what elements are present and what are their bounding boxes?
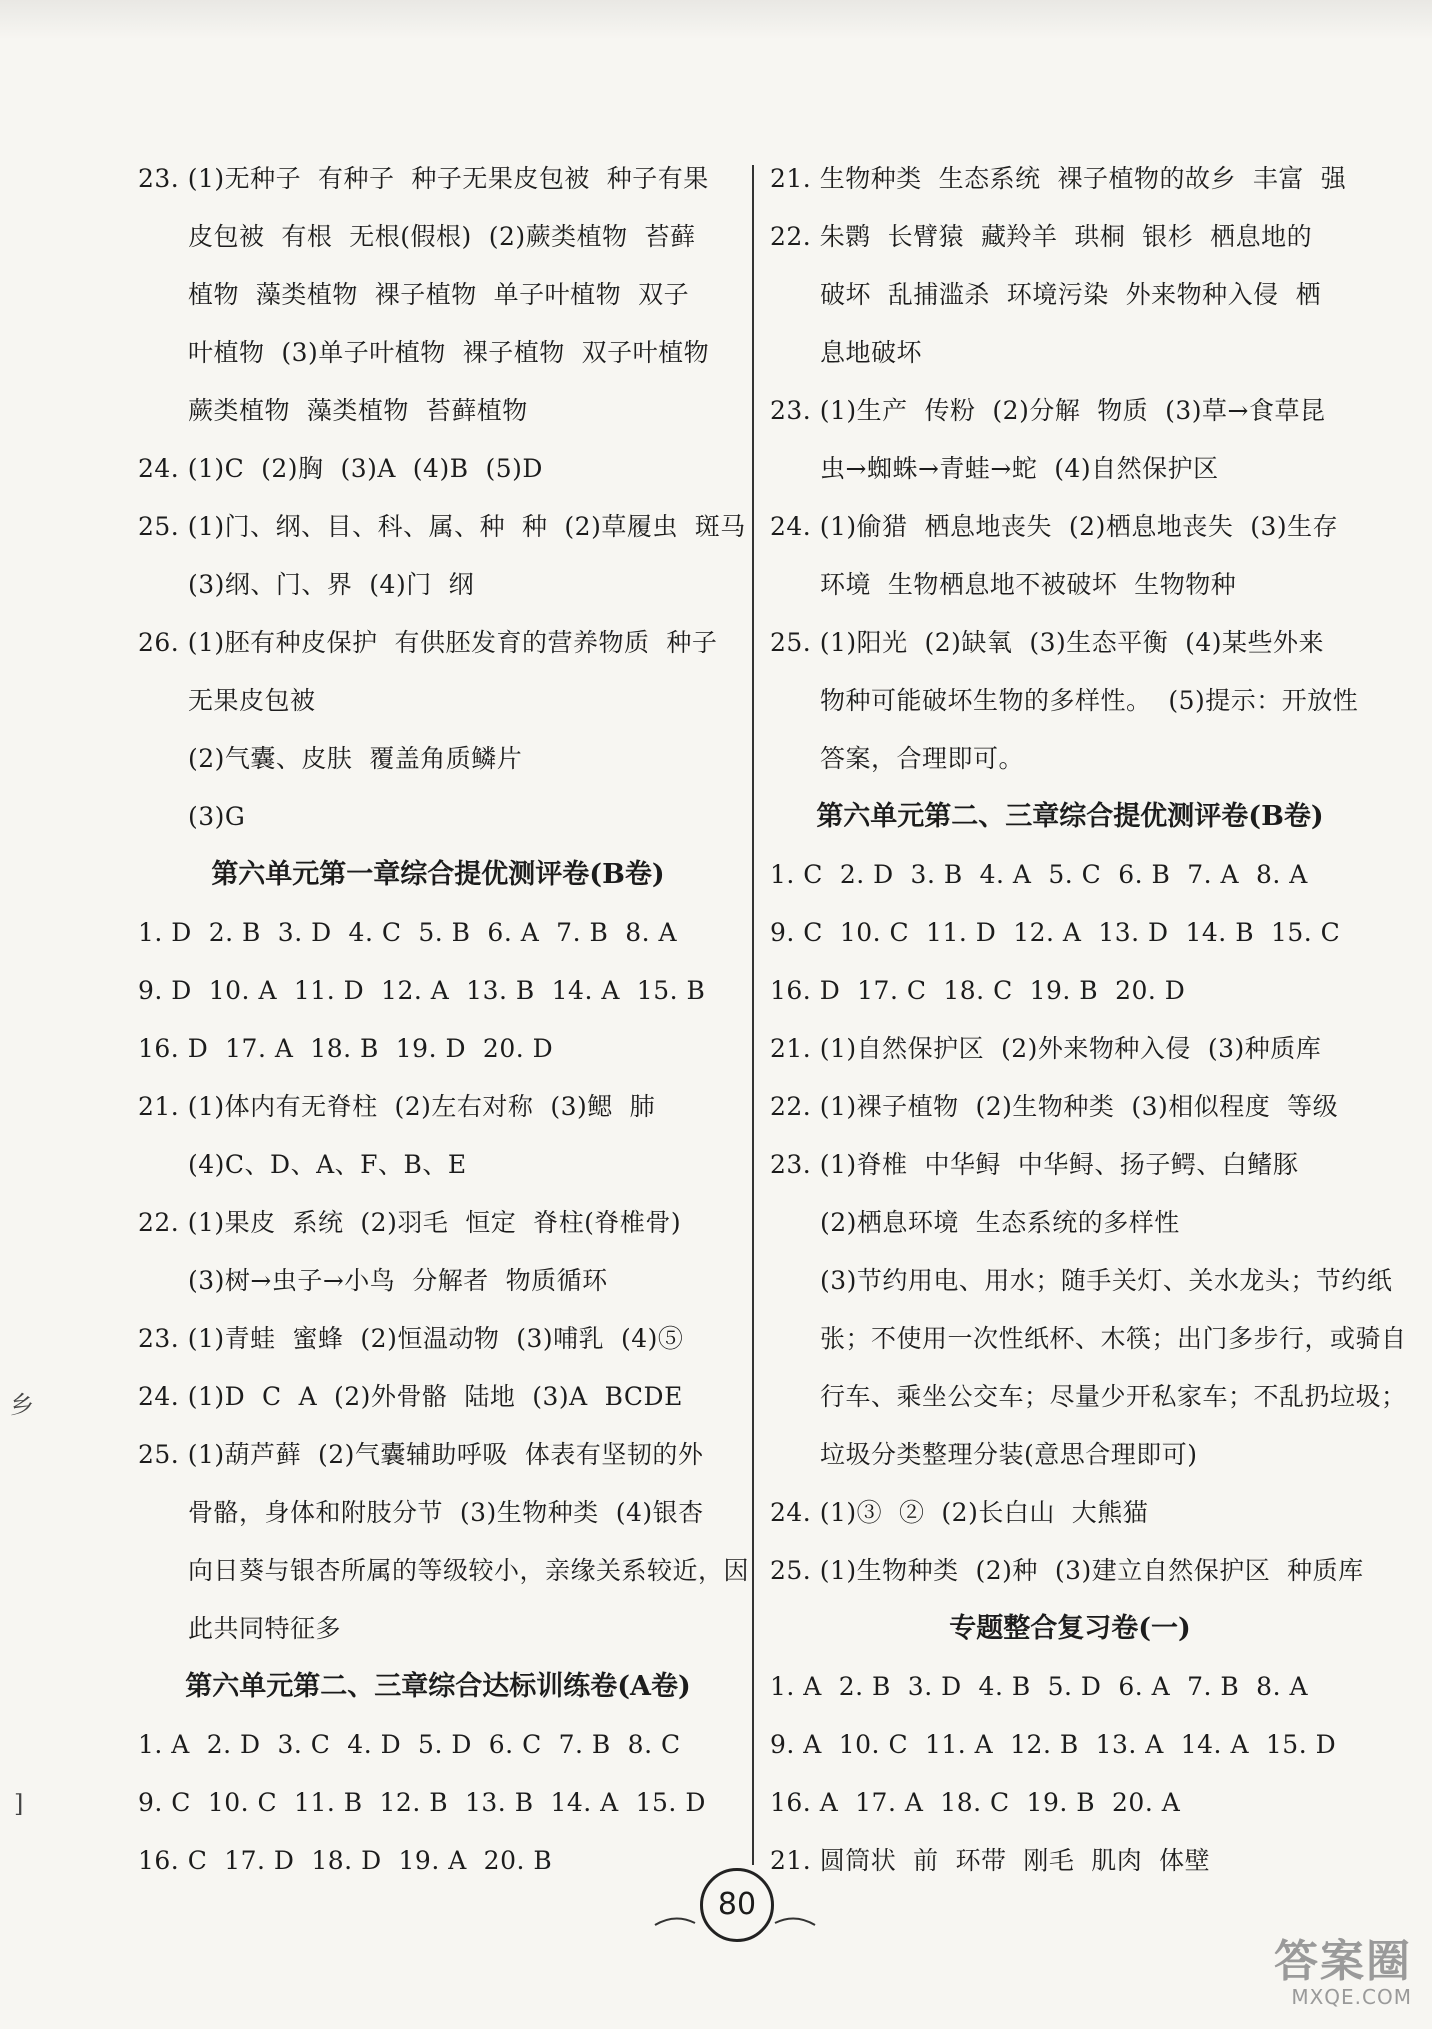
answer-line: (2)气囊、皮肤 覆盖角质鳞片 <box>188 744 523 773</box>
answer-line: 21. (1)体内有无脊柱 (2)左右对称 (3)鳃 肺 <box>138 1092 656 1121</box>
answer-line: 23. (1)生产 传粉 (2)分解 物质 (3)草→食草昆 <box>770 396 1326 425</box>
answer-line: 9. A 10. C 11. A 12. B 13. A 14. A 15. D <box>770 1730 1337 1759</box>
answer-line: 9. D 10. A 11. D 12. A 13. B 14. A 15. B <box>138 976 706 1005</box>
watermark <box>1212 1936 1412 2009</box>
answer-line: 叶植物 (3)单子叶植物 裸子植物 双子叶植物 <box>188 338 710 367</box>
answer-line: 23. (1)无种子 有种子 种子无果皮包被 种子有果 <box>138 164 709 193</box>
scan-top-edge <box>0 0 1432 40</box>
answer-line: 虫→蜘蛛→青蛙→蛇 (4)自然保护区 <box>820 454 1219 483</box>
answer-line: 24. (1)偷猎 栖息地丧失 (2)栖息地丧失 (3)生存 <box>770 512 1339 541</box>
answer-line: 16. D 17. C 18. C 19. B 20. D <box>770 976 1186 1005</box>
section-heading: 第六单元第二、三章综合达标训练卷(A卷) <box>185 1671 691 1702</box>
answer-line: 息地破坏 <box>820 338 923 367</box>
answer-line: 21. 生物种类 生态系统 裸子植物的故乡 丰富 强 <box>770 164 1347 193</box>
answer-line: 9. C 10. C 11. B 12. B 13. B 14. A 15. D <box>138 1788 706 1817</box>
answer-line: 22. 朱鹮 长臂猿 藏羚羊 珙桐 银杉 栖息地的 <box>770 222 1313 251</box>
section-heading: 专题整合复习卷(一) <box>949 1613 1191 1644</box>
answer-line: 23. (1)脊椎 中华鲟 中华鲟、扬子鳄、白鳍豚 <box>770 1150 1299 1179</box>
answer-line: 23. (1)青蛙 蜜蜂 (2)恒温动物 (3)哺乳 (4)⑤ <box>138 1324 684 1353</box>
answer-line: (3)节约用电、用水；随手关灯、关水龙头；节约纸 <box>820 1266 1393 1295</box>
answer-line: 答案，合理即可。 <box>820 744 1025 773</box>
answer-line: 26. (1)胚有种皮保护 有供胚发育的营养物质 种子 <box>138 628 718 657</box>
answer-line: 1. A 2. B 3. D 4. B 5. D 6. A 7. B 8. A <box>770 1672 1309 1701</box>
answer-line: 25. (1)生物种类 (2)种 (3)建立自然保护区 种质库 <box>770 1556 1364 1585</box>
answer-line: 植物 藻类植物 裸子植物 单子叶植物 双子 <box>188 280 690 309</box>
answer-line: (3)树→虫子→小鸟 分解者 物质循环 <box>188 1266 608 1295</box>
answer-line: 22. (1)裸子植物 (2)生物种类 (3)相似程度 等级 <box>770 1092 1339 1121</box>
section-heading: 第六单元第一章综合提优测评卷(B卷) <box>211 859 665 890</box>
answer-line: 1. A 2. D 3. C 4. D 5. D 6. C 7. B 8. C <box>138 1730 681 1759</box>
answer-line: 张；不使用一次性纸杯、木筷；出门多步行，或骑自 <box>820 1324 1407 1353</box>
answer-line: 16. C 17. D 18. D 19. A 20. B <box>138 1846 553 1875</box>
answer-line: 此共同特征多 <box>188 1614 342 1643</box>
answer-line: 环境 生物栖息地不被破坏 生物物种 <box>820 570 1237 599</box>
answer-line: (2)栖息环境 生态系统的多样性 <box>820 1208 1180 1237</box>
answer-line: 无果皮包被 <box>188 686 316 715</box>
answer-line: 16. A 17. A 18. C 19. B 20. A <box>770 1788 1181 1817</box>
answer-line: 向日葵与银杏所属的等级较小，亲缘关系较近，因 <box>188 1556 750 1585</box>
margin-mark: ] <box>14 1790 24 1818</box>
answer-line: 1. D 2. B 3. D 4. C 5. B 6. A 7. B 8. A <box>138 918 678 947</box>
answer-line: 25. (1)葫芦藓 (2)气囊辅助呼吸 体表有坚韧的外 <box>138 1440 704 1469</box>
answer-line: (4)C、D、A、F、B、E <box>188 1150 467 1179</box>
answer-line: 蕨类植物 藻类植物 苔藓植物 <box>188 396 528 425</box>
answer-line: 行车、乘坐公交车；尽量少开私家车；不乱扔垃圾； <box>820 1382 1407 1411</box>
answer-line: 25. (1)阳光 (2)缺氧 (3)生态平衡 (4)某些外来 <box>770 628 1325 657</box>
answer-line: 24. (1)D C A (2)外骨骼 陆地 (3)A BCDE <box>138 1382 683 1411</box>
answer-line: 24. (1)③ ② (2)长白山 大熊猫 <box>770 1498 1149 1527</box>
page-number: 80 <box>700 1868 774 1942</box>
answer-line: 垃圾分类整理分装(意思合理即可) <box>820 1440 1198 1469</box>
right-column <box>770 150 1407 1890</box>
watermark-logo: 答案圈 <box>1274 1936 1412 1987</box>
column-divider <box>752 165 754 1865</box>
left-column <box>138 150 750 1890</box>
answer-line: 25. (1)门、纲、目、科、属、种 种 (2)草履虫 斑马 <box>138 512 746 541</box>
margin-mark: 乡 <box>10 1391 34 1419</box>
answer-line: 24. (1)C (2)胸 (3)A (4)B (5)D <box>138 454 543 483</box>
answer-line: 9. C 10. C 11. D 12. A 13. D 14. B 15. C <box>770 918 1341 947</box>
answer-line: 骨骼，身体和附肢分节 (3)生物种类 (4)银杏 <box>188 1498 704 1527</box>
answer-line: 16. D 17. A 18. B 19. D 20. D <box>138 1034 554 1063</box>
section-heading: 第六单元第二、三章综合提优测评卷(B卷) <box>816 801 1324 832</box>
answer-line: 21. (1)自然保护区 (2)外来物种入侵 (3)种质库 <box>770 1034 1322 1063</box>
watermark-url: MXQE.COM <box>1291 1985 1412 2009</box>
answer-line: 22. (1)果皮 系统 (2)羽毛 恒定 脊柱(脊椎骨) <box>138 1208 682 1237</box>
answer-line: 皮包被 有根 无根(假根) (2)蕨类植物 苔藓 <box>188 222 696 251</box>
answer-line: (3)纲、门、界 (4)门 纲 <box>188 570 475 599</box>
answer-line: 1. C 2. D 3. B 4. A 5. C 6. B 7. A 8. A <box>770 860 1308 889</box>
answer-line: (3)G <box>188 802 246 831</box>
answer-line: 破坏 乱捕滥杀 环境污染 外来物种入侵 栖 <box>820 280 1322 309</box>
answer-line: 21. 圆筒状 前 环带 刚毛 肌肉 体壁 <box>770 1846 1211 1875</box>
answer-line: 物种可能破坏生物的多样性。 (5)提示：开放性 <box>820 686 1359 715</box>
